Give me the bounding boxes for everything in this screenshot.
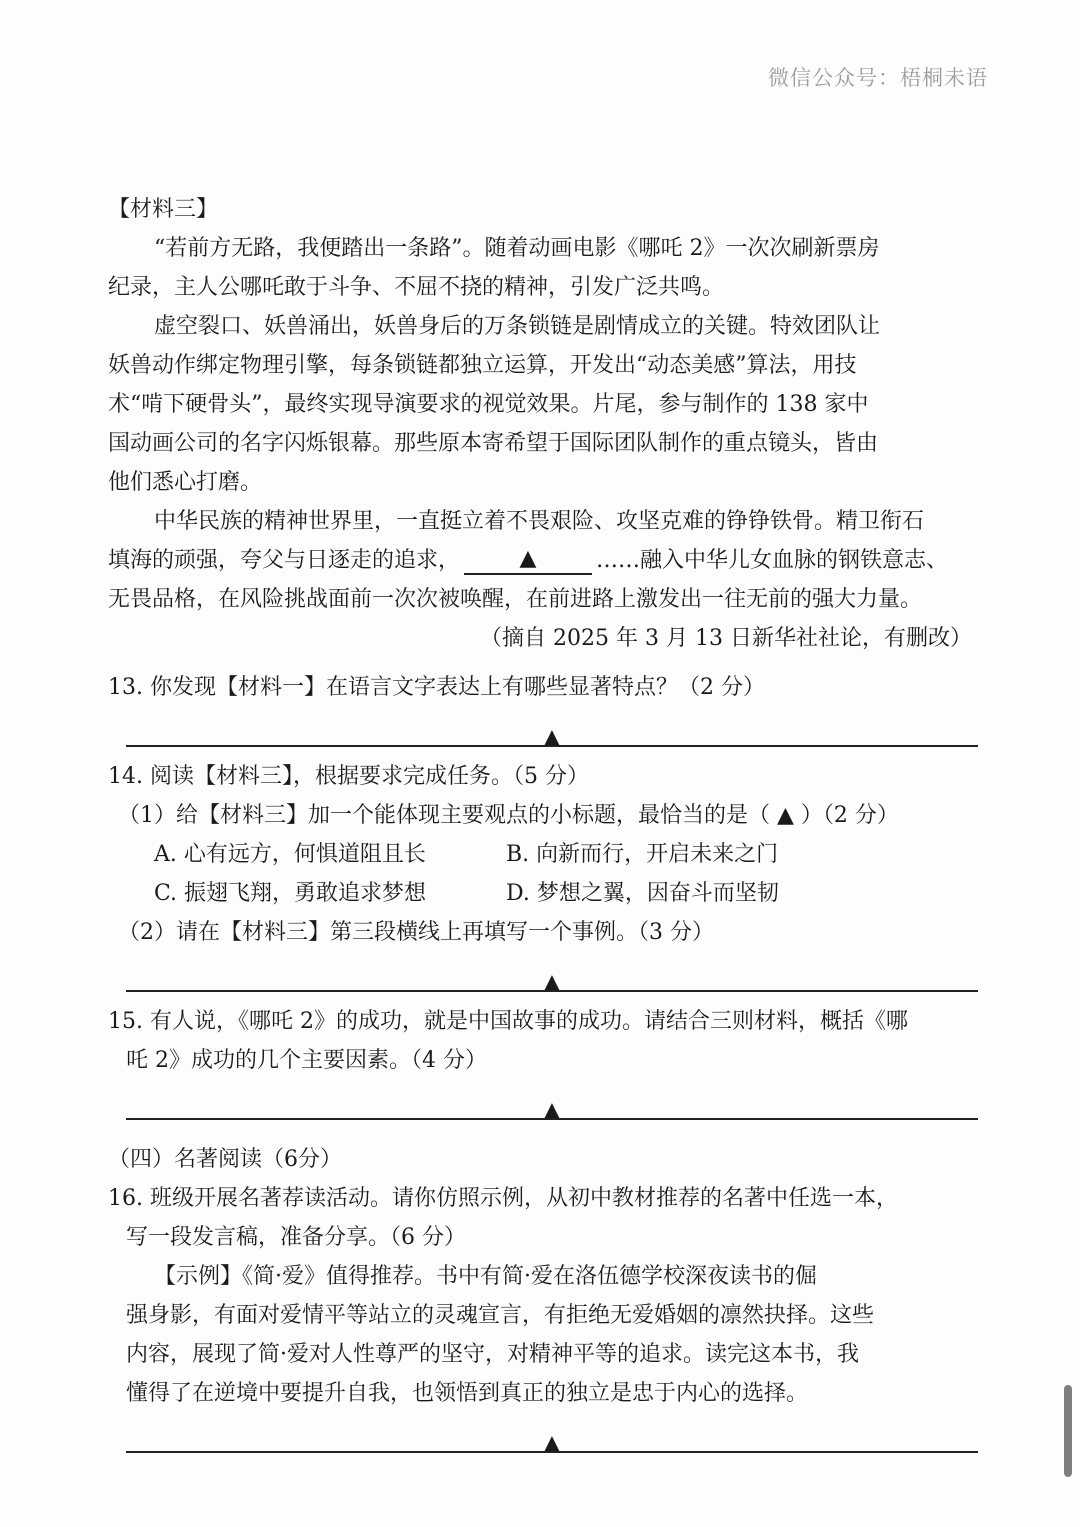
question-14-options-row1 [108, 835, 976, 874]
answer-triangle-icon: ▲ [544, 724, 560, 748]
scrollbar-thumb[interactable] [1064, 1385, 1072, 1477]
question-13: 13. 你发现【材料一】在语言文字表达上有哪些显著特点？（2 分） [108, 675, 765, 700]
answer-triangle-icon: ▲ [544, 1430, 560, 1454]
material3-para3-line2 [108, 541, 976, 580]
material3-para2-line5: 他们悉心打磨。 [108, 470, 263, 495]
material3-source: （摘自 2025 年 3 月 13 日新华社社论，有删改） [480, 626, 972, 651]
material3-para3-line1: 中华民族的精神世界里，一直挺立着不畏艰险、攻坚克难的铮铮铁骨。精卫衔石 [154, 509, 925, 534]
question-14-part2: （2）请在【材料三】第三段横线上再填写一个事例。（3 分） [118, 920, 714, 945]
watermark: 微信公众号：梧桐未语 [768, 66, 988, 90]
fill-in-blank: ▲ [464, 545, 592, 575]
material3-para2-line3: 术“啃下硬骨头”，最终实现导演要求的视觉效果。片尾，参与制作的 138 家中 [108, 392, 869, 417]
material3-para1-line1: “若前方无路，我便踏出一条路”。随着动画电影《哪吒 2》一次次刷新票房 [154, 236, 880, 261]
question-16-line1: 16. 班级开展名著荐读活动。请你仿照示例，从初中教材推荐的名著中任选一本， [108, 1186, 898, 1211]
question-16-answer-line [126, 1413, 978, 1453]
question-14: 14. 阅读【材料三】，根据要求完成任务。（5 分） [108, 764, 589, 789]
material3-para2-line1: 虚空裂口、妖兽涌出，妖兽身后的万条锁链是剧情成立的关键。特效团队让 [154, 314, 881, 339]
example-line4: 懂得了在逆境中要提升自我，也领悟到真正的独立是忠于内心的选择。 [126, 1381, 809, 1406]
material3-para3-line3: 无畏品格，在风险挑战面前一次次被唤醒，在前进路上激发出一往无前的强大力量。 [108, 587, 923, 612]
example-line3: 内容，展现了简·爱对人性尊严的坚守，对精神平等的追求。读完这本书，我 [126, 1342, 859, 1367]
question-16-line2: 写一段发言稿，准备分享。（6 分） [126, 1225, 466, 1250]
option-c: C. 振翅飞翔，勇敢追求梦想 [154, 881, 427, 906]
answer-triangle-icon: ▲ [544, 1097, 560, 1121]
material3-para3-line2-end: ……融入中华儿女血脉的钢铁意志、 [596, 548, 949, 573]
material3-para2-line2: 妖兽动作绑定物理引擎，每条锁链都独立运算，开发出“动态美感”算法，用技 [108, 353, 857, 378]
answer-triangle-icon: ▲ [544, 969, 560, 993]
question-13-answer-line [126, 707, 978, 747]
question-14-answer-line [126, 952, 978, 992]
material3-heading: 【材料三】 [108, 197, 219, 222]
question-15-line1: 15. 有人说，《哪吒 2》的成功，就是中国故事的成功。请结合三则材料，概括《哪 [108, 1009, 908, 1034]
question-14-options-row2 [108, 874, 976, 913]
section-4-heading: （四）名著阅读（6分） [108, 1147, 342, 1172]
example-line1: 【示例】《简·爱》值得推荐。书中有简·爱在洛伍德学校深夜读书的倔 [154, 1264, 817, 1289]
question-15-answer-line [126, 1080, 978, 1120]
material3-para1-line2: 纪录，主人公哪吒敢于斗争、不屈不挠的精神，引发广泛共鸣。 [108, 275, 725, 300]
exam-content [108, 190, 976, 1463]
option-a: A. 心有远方，何惧道阻且长 [154, 842, 426, 867]
material3-para3-line2-start: 填海的顽强，夸父与日逐走的追求， [108, 548, 461, 573]
option-d: D. 梦想之翼，因奋斗而坚韧 [506, 881, 779, 906]
material3-para2-line4: 国动画公司的名字闪烁银幕。那些原本寄希望于国际团队制作的重点镜头，皆由 [108, 431, 879, 456]
example-line2: 强身影，有面对爱情平等站立的灵魂宣言，有拒绝无爱婚姻的凛然抉择。这些 [126, 1303, 875, 1328]
option-b: B. 向新而行，开启未来之门 [506, 842, 779, 867]
question-15-line2: 吒 2》成功的几个主要因素。（4 分） [126, 1048, 487, 1073]
question-14-part1: （1）给【材料三】加一个能体现主要观点的小标题，最恰当的是（ ▲ ）（2 分） [118, 803, 899, 828]
